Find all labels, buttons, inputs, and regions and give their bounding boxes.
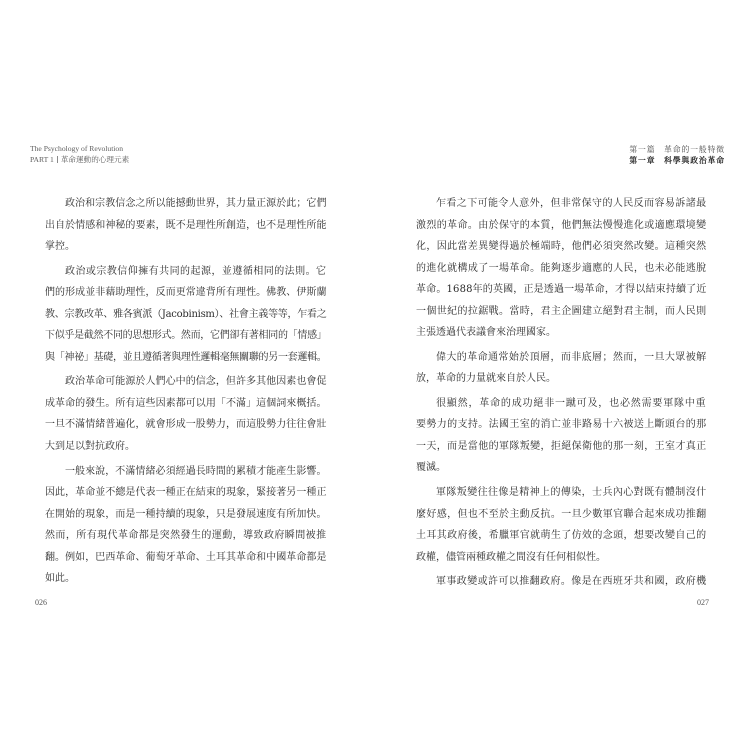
text-line: 一般來說，不滿情緒必須經過長時間的累積才能產生影響。 [65, 465, 327, 477]
text-line: 在開始的現象，而是一種持續的現象，只是發展速度有所加快。 [45, 508, 327, 520]
text-line: 化，因此當差異變得過於極端時，他們必須突然改變。這種突然 [416, 241, 707, 252]
paragraph [45, 371, 327, 457]
text-line: 與「神祕」基礎，並且遵循著與理性邏輯毫無關聯的另一套邏輯。 [45, 351, 327, 363]
part-title: 革命運動的心理元素 [60, 155, 130, 164]
text-line: 土耳其政府後，希臘軍官就萌生了仿效的念頭，想要改變自己的 [416, 530, 707, 542]
text-line: 軍隊叛變往往像是精神上的傳染，士兵內心對既有體制沒什 [436, 487, 707, 499]
text-line: 一天，而是當他的軍隊叛變，拒絕保衛他的那一刻，王室才真正 [416, 440, 707, 452]
text-line: 要勢力的支持。法國王室的消亡並非路易十六被送上斷頭台的那 [416, 419, 707, 431]
text-line: 大到足以對抗政府。 [45, 440, 135, 452]
paragraph [416, 571, 707, 593]
text-line: 政權，儘管兩種政權之間沒有任何相似性。 [416, 551, 606, 563]
text-line: 主張透過代表議會來治理國家。 [416, 327, 556, 338]
text-line: 偉大的革命通常始於頂層，而非底層；然而，一旦大眾被解 [436, 351, 707, 363]
part-label: PART 1 [30, 155, 54, 164]
page-number-right: 027 [697, 598, 709, 607]
text-line: 激烈的革命。由於保守的本質，他們無法慢慢進化或適應環境變 [416, 219, 707, 231]
running-header-left [30, 144, 129, 165]
paragraph [45, 261, 327, 369]
text-line: 掌控。 [45, 241, 75, 252]
text-line: 的進化就構成了一場革命。能夠逐步適應的人民，也未必能逃脫 [416, 262, 707, 274]
part-heading: 第一篇 革命的一般特徵 [629, 145, 725, 154]
text-line: 政治或宗教信仰擁有共同的起源，並遵循相同的法則。它 [65, 265, 327, 277]
text-line: 成革命的發生。所有這些因素都可以用「不滿」這個詞來概括。 [45, 397, 327, 409]
paragraph [416, 393, 707, 479]
text-line: 覆滅。 [416, 462, 446, 474]
text-line: 然而，所有現代革命都是突然發生的運動，導致政府瞬間被推 [45, 530, 327, 542]
text-column [45, 193, 327, 590]
chapter-heading: 第一章 科學與政治革命 [629, 156, 725, 165]
paragraph [45, 461, 327, 590]
page-number-left: 026 [35, 598, 47, 607]
text-line: 如此。 [45, 573, 75, 585]
text-column [416, 193, 707, 593]
text-line: 政治和宗教信念之所以能撼動世界，其力量正源於此；它們 [65, 198, 327, 209]
text-line: 翻。例如，巴西革命、葡萄牙革命、土耳其革命和中國革命都是 [45, 551, 327, 563]
header-separator [57, 156, 58, 163]
running-header-right [629, 144, 725, 166]
text-line: 革命。1688年的英國，正是透過一場革命，才得以結束持續了近 [416, 284, 707, 295]
paragraph [45, 193, 327, 258]
text-line: 政治革命可能源於人們心中的信念，但許多其他因素也會促 [65, 376, 327, 388]
paragraph [416, 347, 707, 390]
text-line: 很顯然，革命的成功絕非一蹴可及，也必然需要軍隊中重 [436, 397, 707, 409]
text-line: 麼好感，但也不至於主動反抗。一旦少數軍官聯合起來成功推翻 [416, 508, 707, 520]
text-line: 教、宗教改革、雅各賓派（Jacobinism）、社會主義等等，乍看之 [45, 308, 327, 320]
paragraph [416, 482, 707, 568]
text-line: 們的形成並非藉助理性，反而更常違背所有理性。佛教、伊斯蘭 [45, 287, 327, 299]
text-line: 一個世紀的拉鋸戰。當時，君主企圖建立絕對君主制，而人民則 [416, 305, 707, 317]
paragraph [416, 193, 707, 344]
part-line [30, 155, 129, 165]
text-line: 出自於情感和神秘的要素，既不是理性所創造，也不是理性所能 [45, 219, 327, 231]
running-title: The Psychology of Revolution [30, 144, 124, 153]
text-line: 一旦不滿情緒普遍化，就會形成一股勢力，而這股勢力往往會壯 [45, 419, 327, 431]
text-line: 因此，革命並不總是代表一種正在結束的現象，緊接著另一種正 [45, 487, 327, 499]
text-line: 下似乎是截然不同的思想形式。然而，它們卻有著相同的「情感」 [45, 330, 327, 342]
text-line: 放，革命的力量就來自於人民。 [416, 373, 556, 385]
text-line: 軍事政變或許可以推翻政府。像是在西班牙共和國，政府機 [436, 576, 707, 588]
text-line: 乍看之下可能令人意外，但非常保守的人民反而容易訴諸最 [436, 198, 707, 209]
